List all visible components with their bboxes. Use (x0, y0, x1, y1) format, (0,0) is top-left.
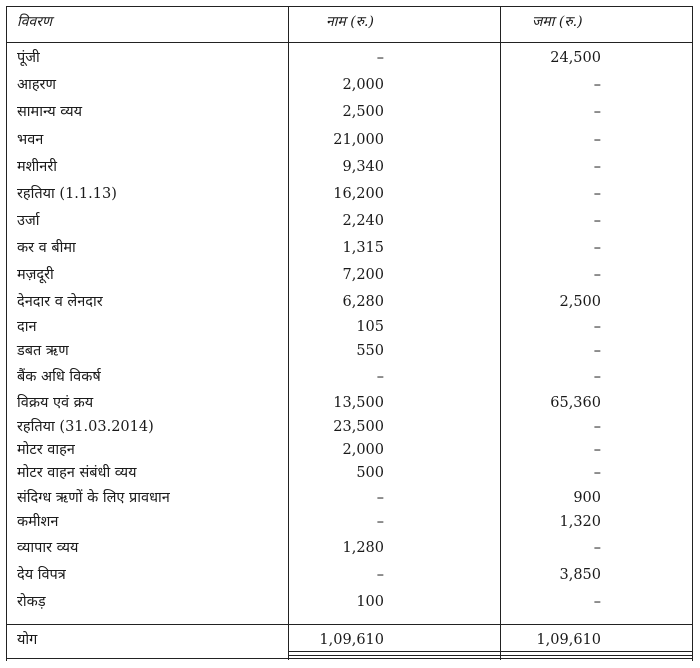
total-debit-double-rule-bottom (289, 655, 500, 656)
total-credit-double-rule-top (501, 651, 693, 652)
row-3-particular: सामान्य व्यय (17, 104, 83, 120)
row-21-credit: 3,850 (559, 567, 601, 583)
header-divider (6, 42, 693, 43)
row-18-credit: 900 (573, 490, 601, 506)
header-particulars: विवरण (17, 14, 53, 30)
row-21-particular: देय विपत्र (17, 567, 66, 583)
row-22-credit: – (593, 594, 601, 610)
row-16-particular: मोटर वाहन (17, 442, 75, 458)
row-6-debit: 16,200 (333, 186, 384, 202)
row-16-credit: – (593, 442, 601, 458)
row-2-credit: – (593, 77, 601, 93)
row-14-particular: विक्रय एवं क्रय (17, 395, 94, 411)
row-20-credit: – (593, 540, 601, 556)
header-credit: जमा (रु.) (532, 14, 583, 30)
row-12-particular: डबत ऋण (17, 343, 69, 359)
row-6-credit: – (593, 186, 601, 202)
row-8-debit: 1,315 (342, 240, 384, 256)
row-12-credit: – (593, 343, 601, 359)
total-credit-double-rule-bottom (501, 655, 693, 656)
row-11-credit: – (593, 319, 601, 335)
total-credit: 1,09,610 (536, 632, 601, 648)
row-1-debit: – (376, 50, 384, 66)
row-17-particular: मोटर वाहन संबंधी व्यय (17, 465, 137, 481)
row-9-particular: मज़दूरी (17, 267, 54, 283)
header-debit: नाम (रु.) (326, 14, 374, 30)
row-1-credit: 24,500 (550, 50, 601, 66)
row-18-particular: संदिग्ध ऋणों के लिए प्रावधान (17, 490, 170, 506)
row-14-credit: 65,360 (550, 395, 601, 411)
row-10-particular: देनदार व लेनदार (17, 294, 103, 310)
row-8-particular: कर व बीमा (17, 240, 76, 256)
row-7-debit: 2,240 (342, 213, 384, 229)
row-20-debit: 1,280 (342, 540, 384, 556)
row-4-particular: भवन (17, 132, 44, 148)
row-3-debit: 2,500 (342, 104, 384, 120)
row-4-credit: – (593, 132, 601, 148)
row-15-debit: 23,500 (333, 419, 384, 435)
row-13-credit: – (593, 369, 601, 385)
row-13-debit: – (376, 369, 384, 385)
column-divider-credit (500, 6, 501, 660)
total-debit: 1,09,610 (319, 632, 384, 648)
row-13-particular: बैंक अधि विकर्ष (17, 369, 101, 385)
row-11-debit: 105 (356, 319, 384, 335)
row-20-particular: व्यापार व्यय (17, 540, 79, 556)
row-22-particular: रोकड़ (17, 594, 46, 610)
row-10-credit: 2,500 (559, 294, 601, 310)
row-19-credit: 1,320 (559, 514, 601, 530)
row-16-debit: 2,000 (342, 442, 384, 458)
row-2-debit: 2,000 (342, 77, 384, 93)
total-debit-double-rule-top (289, 651, 500, 652)
row-15-particular: रहतिया (31.03.2014) (17, 419, 154, 435)
row-1-particular: पूंजी (17, 50, 40, 66)
row-3-credit: – (593, 104, 601, 120)
row-12-debit: 550 (356, 343, 384, 359)
row-18-debit: – (376, 490, 384, 506)
row-8-credit: – (593, 240, 601, 256)
row-21-debit: – (376, 567, 384, 583)
row-10-debit: 6,280 (342, 294, 384, 310)
row-22-debit: 100 (356, 594, 384, 610)
row-19-particular: कमीशन (17, 514, 59, 530)
row-4-debit: 21,000 (333, 132, 384, 148)
row-9-debit: 7,200 (342, 267, 384, 283)
row-11-particular: दान (17, 319, 37, 335)
row-6-particular: रहतिया (1.1.13) (17, 186, 117, 202)
table-bottom-border (6, 658, 693, 659)
row-17-debit: 500 (356, 465, 384, 481)
row-5-particular: मशीनरी (17, 159, 58, 175)
row-7-credit: – (593, 213, 601, 229)
row-9-credit: – (593, 267, 601, 283)
column-divider-debit (288, 6, 289, 660)
row-15-credit: – (593, 419, 601, 435)
row-7-particular: उर्जा (17, 213, 40, 229)
row-14-debit: 13,500 (333, 395, 384, 411)
row-2-particular: आहरण (17, 77, 56, 93)
row-17-credit: – (593, 465, 601, 481)
row-19-debit: – (376, 514, 384, 530)
total-label: योग (17, 632, 38, 648)
row-5-credit: – (593, 159, 601, 175)
row-5-debit: 9,340 (342, 159, 384, 175)
total-divider (6, 624, 693, 625)
